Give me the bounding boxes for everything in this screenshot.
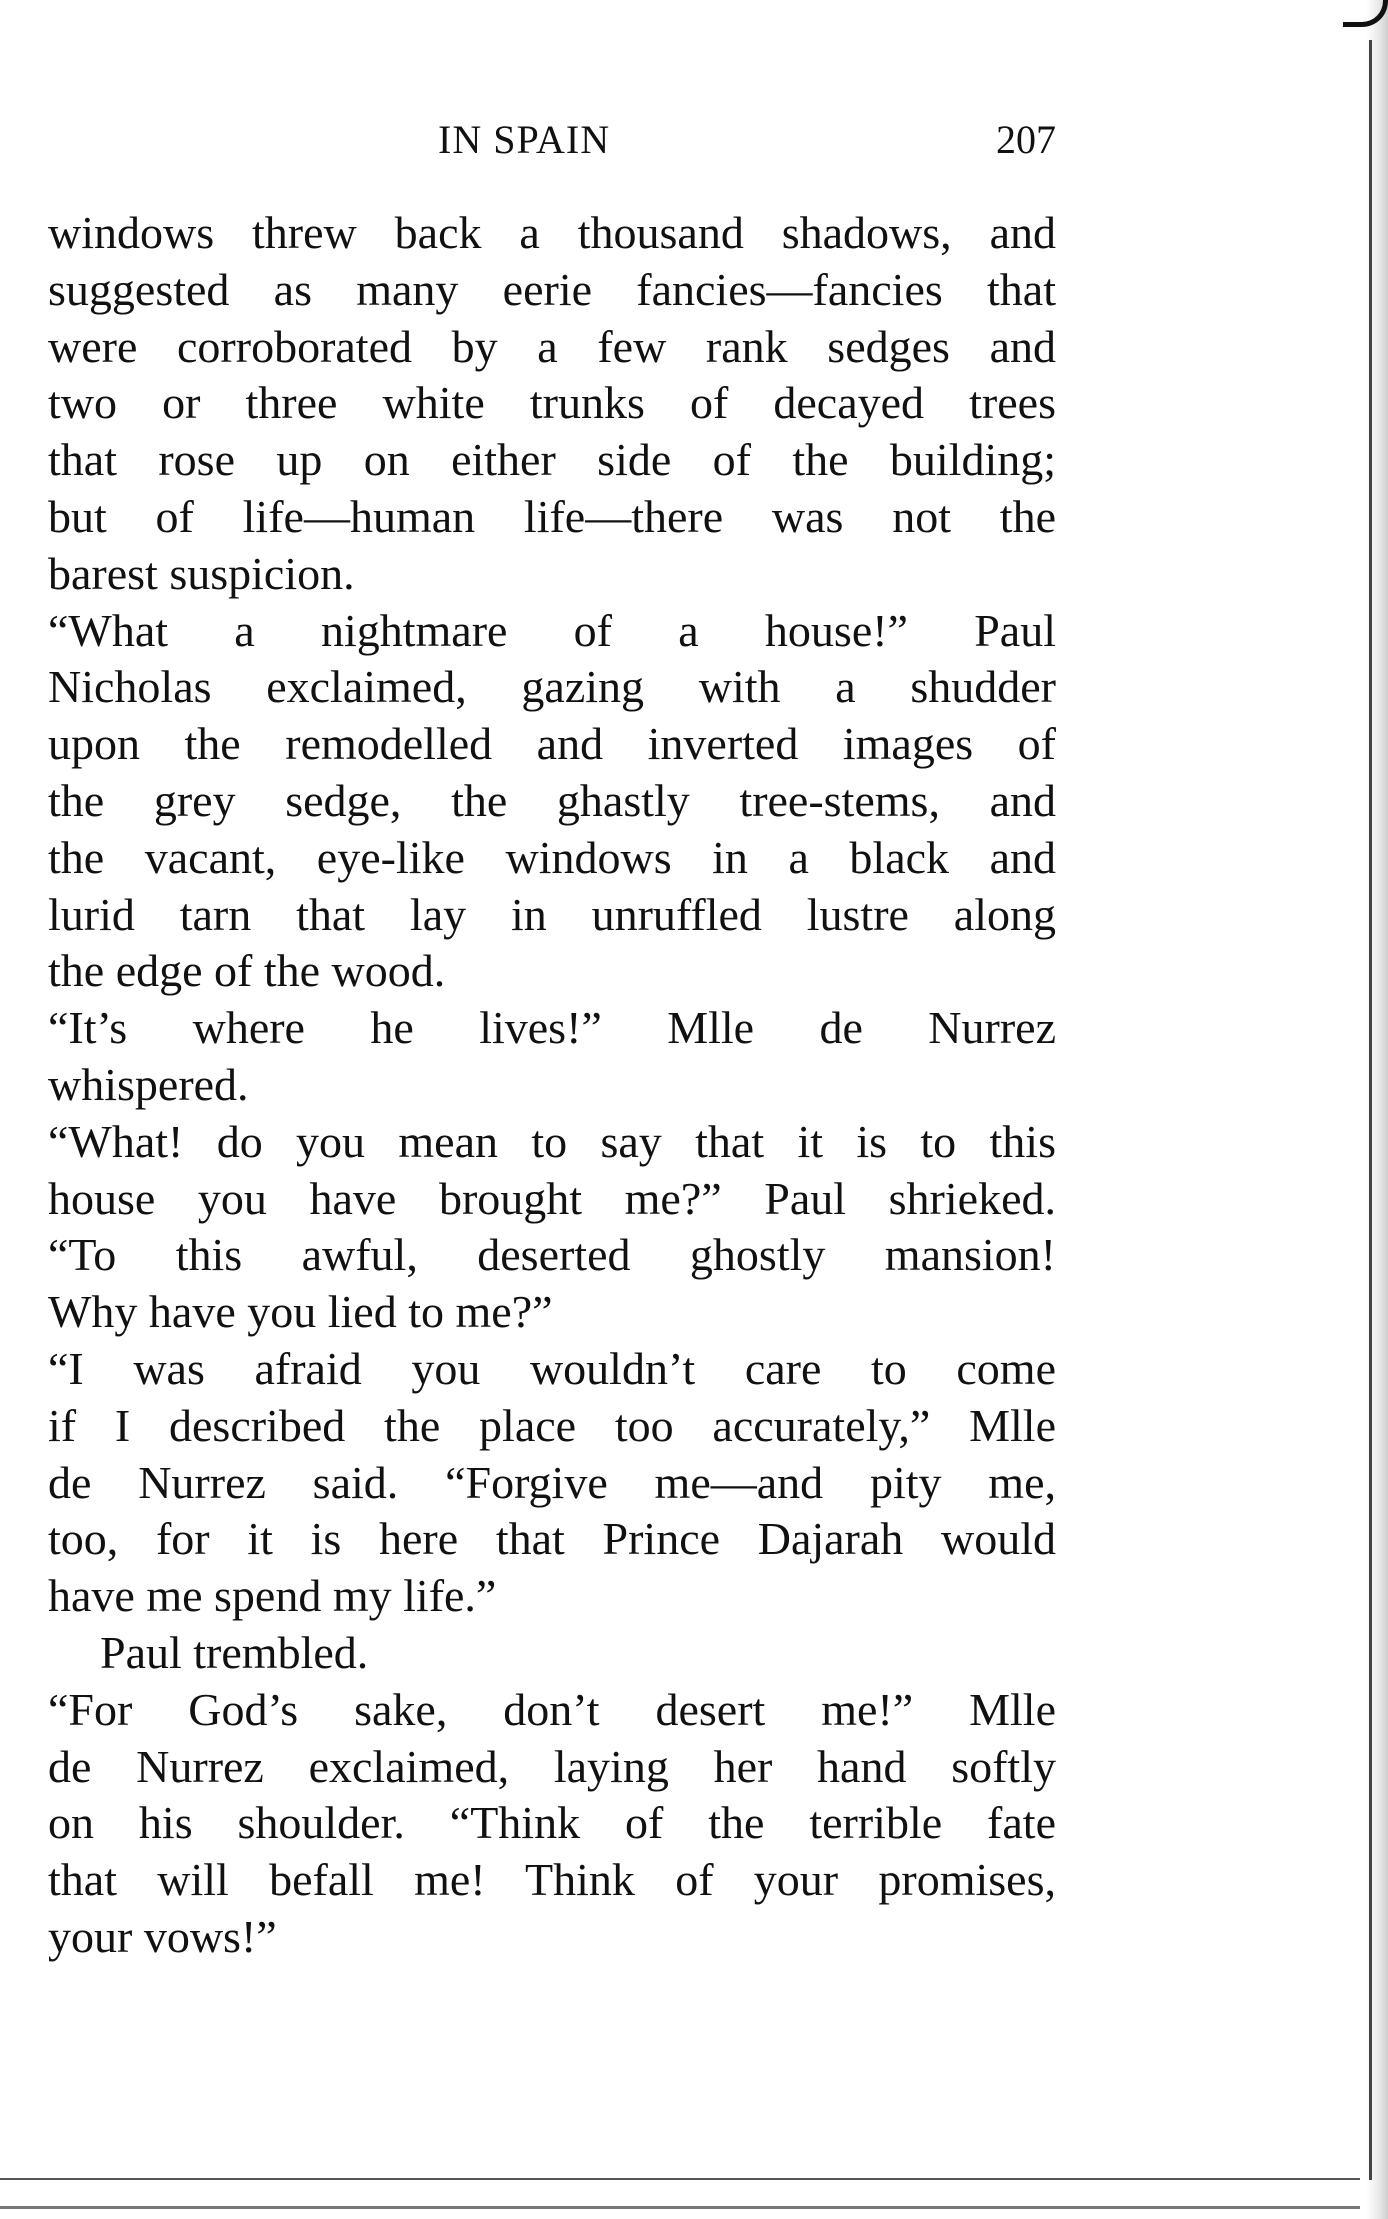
text-line: lurid tarn that lay in unruffled lustre along — [48, 888, 1056, 940]
text-line: two or three white trunks of decayed trees — [48, 377, 1056, 429]
text-line: the grey sedge, the ghastly tree-stems, and — [48, 774, 1056, 826]
bottom-edge-line-lower — [0, 2206, 1360, 2209]
body-text — [48, 205, 1056, 1966]
text-line: too, for it is here that Prince Dajarah would — [48, 1513, 1056, 1565]
text-line: suggested as many eerie fancies—fancies that — [48, 263, 1056, 315]
text-line: “For God’s sake, don’t desert me!” Mlle — [48, 1683, 1056, 1735]
text-line: de Nurrez exclaimed, laying her hand softly — [48, 1740, 1056, 1792]
text-line: Why have you lied to me?” — [48, 1286, 553, 1338]
text-line: have me spend my life.” — [48, 1570, 497, 1622]
text-line: Paul trembled. — [100, 1626, 369, 1678]
running-head — [48, 112, 1056, 168]
page-edge-line — [1369, 40, 1372, 2180]
text-line: house you have brought me?” Paul shrieked. — [48, 1172, 1056, 1224]
text-line: upon the remodelled and inverted images of — [48, 718, 1056, 770]
text-line: your vows!” — [48, 1910, 277, 1962]
text-line: “I was afraid you wouldn’t care to come — [48, 1342, 1056, 1394]
text-line: Nicholas exclaimed, gazing with a shudder — [48, 661, 1056, 713]
text-line: on his shoulder. “Think of the terrible fate — [48, 1797, 1056, 1849]
page-number: 207 — [996, 117, 1056, 162]
text-line: but of life—human life—there was not the — [48, 490, 1056, 542]
text-line: the vacant, eye-like windows in a black and — [48, 831, 1056, 883]
running-title: IN SPAIN — [438, 117, 611, 162]
text-line: barest suspicion. — [48, 547, 355, 599]
text-line: were corroborated by a few rank sedges and — [48, 320, 1056, 372]
text-line: “It’s where he lives!” Mlle de Nurrez — [48, 1002, 1056, 1054]
text-line: “To this awful, deserted ghostly mansion! — [48, 1229, 1056, 1281]
text-line: whispered. — [48, 1058, 249, 1110]
text-line: “What a nightmare of a house!” Paul — [48, 604, 1056, 656]
bottom-edge-line — [0, 2178, 1360, 2180]
text-line: windows threw back a thousand shadows, and — [48, 207, 1056, 258]
text-line: de Nurrez said. “Forgive me—and pity me, — [48, 1456, 1056, 1508]
text-line: that will befall me! Think of your promises, — [48, 1854, 1056, 1906]
text-line: if I described the place too accurately,” Mlle — [48, 1399, 1056, 1451]
text-line: the edge of the wood. — [48, 945, 446, 997]
text-line: that rose up on either side of the building; — [48, 434, 1056, 486]
text-line: “What! do you mean to say that it is to this — [48, 1115, 1056, 1167]
